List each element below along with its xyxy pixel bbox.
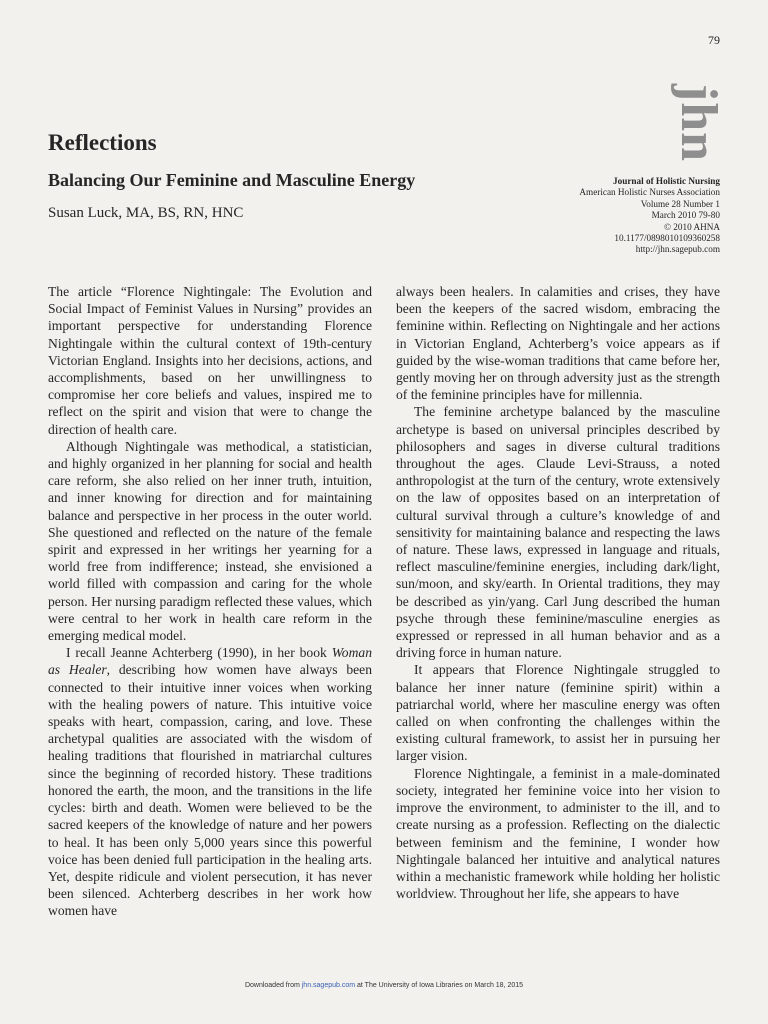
footer-link[interactable]: jhn.sagepub.com: [301, 982, 356, 989]
journal-logo: jhn: [670, 83, 727, 163]
journal-date-pages: March 2010 79-80: [651, 210, 720, 221]
journal-copyright: © 2010 AHNA: [664, 221, 720, 232]
author-byline: Susan Luck, MA, BS, RN, HNC: [48, 205, 244, 221]
section-title: Reflections: [48, 130, 157, 155]
right-column: [396, 283, 720, 953]
left-column: [48, 283, 372, 953]
journal-volume: Volume 28 Number 1: [640, 198, 720, 209]
paragraph: The feminine archetype balanced by the masculine archetype is based on universal principles described by philosophers and sages in diverse cultural traditions throughout the ages. Claude Levi-Strauss, a noted anthropologist at the turn of the century, wrote extensively on the law of opposites based on an interpretation of cultural survival through a culture’s knowledge of and sensitivity for maintaining balance and respecting the laws of nature. These laws, expressed in language and rituals, reflect masculine/feminine energies, including dark/light, sun/moon, and sky/earth. In Oriental traditions, they may be described as yin/yang. Carl Jung described the human psyche through these feminine/masculine energies as expressed or repressed in all human behavior and as a driving force in human nature.: [396, 404, 720, 661]
paragraph-text: I recall Jeanne Achterberg (1990), in her book: [66, 645, 332, 661]
journal-url[interactable]: http://jhn.sagepub.com: [635, 244, 720, 255]
paragraph: Although Nightingale was methodical, a statistician, and highly organized in her planning for social and health care reform, she also relied on her inner truth, intuition, and inner knowing for direction and for maintaining balance and perspective in her process in the outer world. She questioned and reflected on the nature of the female spirit and expressed in her writings her yearning for a world free from indifference; instead, she envisioned a world filled with compassion and caring for the whole person. Her nursing paradigm reflected these values, which were central to her work in health care reform in the emerging medical model.: [48, 438, 372, 644]
journal-info: [510, 176, 720, 256]
paragraph: always been healers. In calamities and crises, they have been the keepers of the sacred wisdom, embracing the feminine within. Reflecting on Nightingale and her actions in Victorian England, Achterberg’s voice appears as if guided by the wise-woman traditions that came before her, gently moving her on through adversity just as the strength of the feminine principles have for millennia.: [396, 284, 720, 403]
journal-association: American Holistic Nurses Association: [579, 187, 720, 198]
article-title: Balancing Our Feminine and Masculine Energy: [48, 170, 416, 190]
paragraph: Florence Nightingale, a feminist in a male-dominated society, integrated her feminine voice into her vision to improve the environment, to administer to the ill, and to create nursing as a profession. Reflecting on the dialectic between feminism and the feminine, I wonder how Nightingale balanced her intuitive and analytical natures within a mechanistic framework while holding her holistic worldview. Throughout her life, she appears to have: [396, 765, 720, 902]
journal-doi: 10.1177/0898010109360258: [614, 233, 720, 244]
paragraph-text: , describing how women have always been connected to their intuitive inner voices when working with the healing powers of nature. This intuitive voice speaks with heart, compassion, caring, and love. These archetypal qualities are associated with the wisdom of healing traditions that flourished in matriarchal cultures since the beginning of recorded history. These traditions honored the earth, the moon, and the transitions in the life cycles: birth and death. Women were believed to be the sacred keepers of the knowledge of nature and her powers to heal. It has been only 5,000 years since this powerful voice has been denied full participation in the healing arts. Yet, despite ridicule and violent persecution, it has never been silenced. Achterberg describes in her work how women have: [48, 662, 372, 919]
journal-name: Journal of Holistic Nursing: [613, 176, 720, 186]
download-footer: [0, 982, 768, 989]
book-title: Woman as Healer: [48, 645, 372, 678]
footer-prefix: Downloaded from: [244, 982, 302, 989]
paragraph: The article “Florence Nightingale: The Evolution and Social Impact of Feminist Values in Nursing” provides an important perspective for understanding Florence Nightingale within the cultural context of 19th-century Victorian England. Insights into her decisions, actions, and accomplishments, based on her unwillingness to compromise her core beliefs and values, inspired me to reflect on the spirit and vision that were to change the direction of health care.: [48, 284, 372, 437]
paragraph: [48, 644, 372, 919]
paragraph: It appears that Florence Nightingale struggled to balance her inner nature (feminine spirit) within a patriarchal world, where her masculine energy was often called on when confronting the challenges within the existing cultural framework, to assist her in pursuing her larger vision.: [396, 662, 720, 764]
page-number: 79: [708, 33, 720, 47]
footer-suffix: at The University of Iowa Libraries on March 18, 2015: [355, 982, 524, 989]
